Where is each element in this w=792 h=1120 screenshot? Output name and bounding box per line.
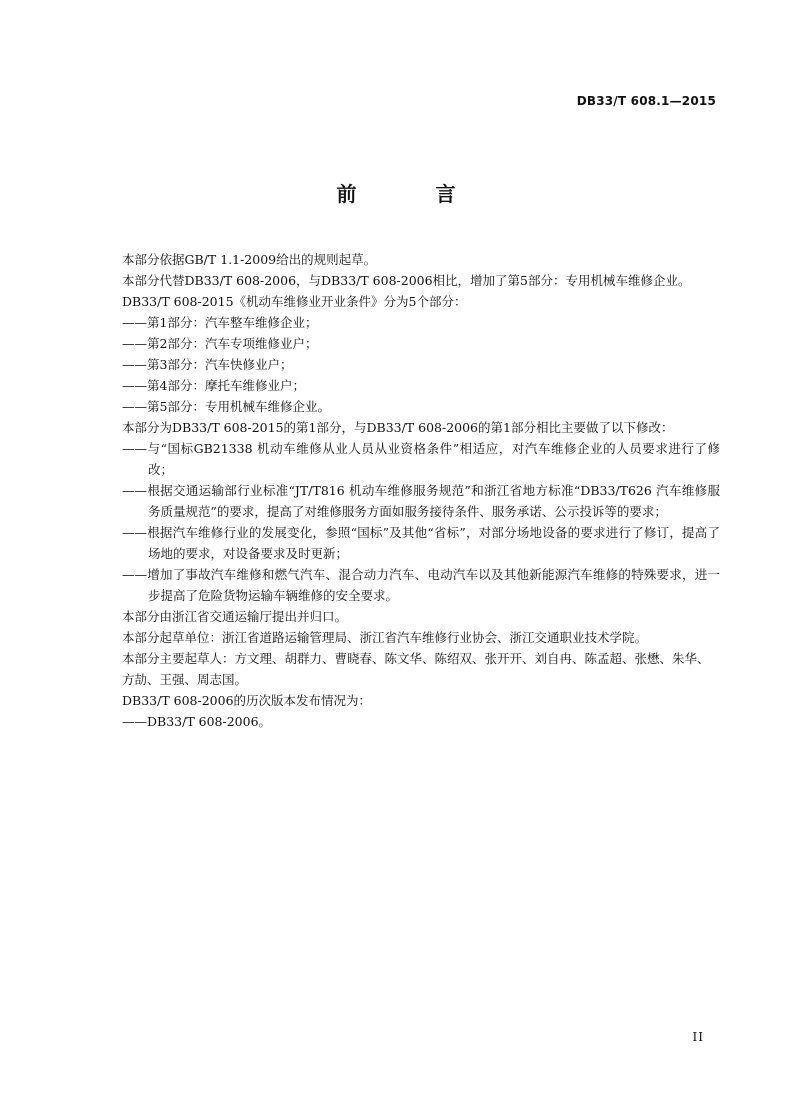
paragraph-proposer: 本部分由浙江省交通运输厅提出并归口。 — [122, 609, 348, 624]
list-item-part: ——第1部分：汽车整车维修企业； — [122, 315, 318, 330]
list-item-part: ——第3部分：汽车快修业户； — [122, 357, 293, 372]
list-item-part: ——第5部分：专用机械车维修企业。 — [122, 399, 330, 414]
list-item-change: ——根据交通运输部行业标准“JT/T816 机动车维修服务规范”和浙江省地方标准“DB33/T626 汽车维修服务质量规范”的要求，提高了对维修服务方面如服务接待条件、服务承诺、公示投诉等的要求； — [122, 483, 720, 519]
list-item-change: ——增加了事故汽车维修和燃气汽车、混合动力汽车、电动汽车以及其他新能源汽车维修的特殊要求，进一步提高了危险货物运输车辆维修的安全要求。 — [122, 567, 720, 603]
paragraph-changes-intro: 本部分为DB33/T 608-2015的第1部分，与DB33/T 608-2006的第1部分相比主要做了以下修改： — [122, 420, 674, 435]
list-item-part: ——第4部分：摩托车维修业户； — [122, 378, 305, 393]
document-code: DB33/T 608.1—2015 — [576, 94, 716, 108]
list-item-history: ——DB33/T 608-2006。 — [122, 714, 272, 729]
paragraph-history-intro: DB33/T 608-2006的历次版本发布情况为： — [122, 693, 372, 708]
list-item-change: ——根据汽车维修行业的发展变化，参照“国标”及其他“省标”，对部分场地设备的要求进行了修订，提高了场地的要求，对设备要求及时更新； — [122, 525, 720, 561]
list-item-part: ——第2部分：汽车专项维修业户； — [122, 336, 318, 351]
paragraph-drafting-units: 本部分起草单位：浙江省道路运输管理局、浙江省汽车维修行业协会、浙江交通职业技术学院。 — [122, 630, 648, 645]
page-number: II — [692, 1030, 704, 1044]
foreword-body — [122, 249, 720, 732]
paragraph-drafters: 本部分主要起草人：方文理、胡群力、曹晓春、陈文华、陈绍双、张开开、刘自冉、陈孟超、张懋、朱华、方劼、王强、周志国。 — [122, 651, 710, 687]
paragraph-drafting-rules: 本部分依据GB/T 1.1-2009给出的规则起草。 — [122, 252, 377, 267]
paragraph-parts-intro: DB33/T 608-2015《机动车维修业开业条件》分为5个部分： — [122, 294, 467, 309]
list-item-change: ——与“国标GB21338 机动车维修从业人员从业资格条件”相适应，对汽车维修企业的人员要求进行了修改； — [122, 441, 720, 477]
page-title: 前 言 — [336, 182, 492, 206]
paragraph-replacement: 本部分代替DB33/T 608-2006，与DB33/T 608-2006相比，增加了第5部分：专用机械车维修企业。 — [122, 273, 691, 288]
